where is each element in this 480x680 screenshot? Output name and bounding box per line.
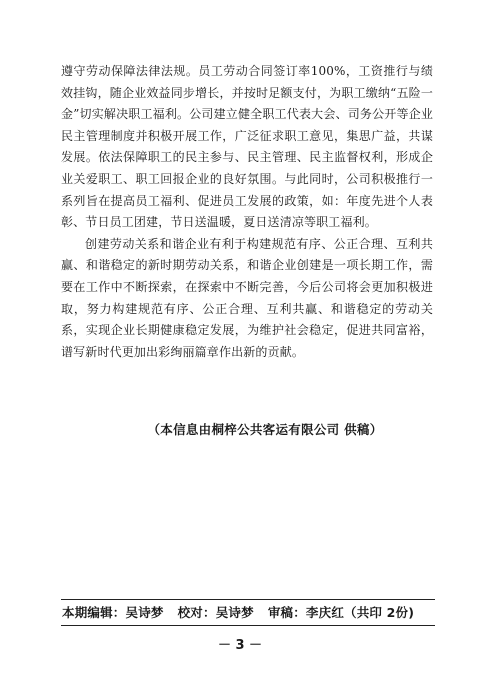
footer-proofreader: 校对：吴诗梦 xyxy=(177,605,254,620)
page-number: － 3 － xyxy=(217,638,263,653)
footer-bottom-rule xyxy=(61,625,435,626)
source-note xyxy=(0,420,480,438)
paragraph-conclusion: 创建劳动关系和谐企业有利于构建规范有序、公正合理、互利共赢、和谐稳定的新时期劳动关系，和谐企业创建是一项长期工作，需要在工作中不断探索，在探索中不断完善，今后公司将会更加积极进取，努力构建规范有序、公正合理、互利共赢、和谐稳定的劳动关系，实现企业长期健康稳定发展，为维护社会稳定，促进共同富裕，谱写新时代更加出彩绚丽篇章作出新的贡献。 xyxy=(61,236,433,359)
footer-reviewer: 审稿：李庆红（共印 2份) xyxy=(267,605,415,620)
source-note-text: （本信息由桐梓公共客运有限公司 供稿） xyxy=(147,422,383,437)
article-body xyxy=(61,61,433,363)
footer-top-rule xyxy=(61,599,435,600)
footer-credits xyxy=(62,603,414,621)
footer-editor: 本期编辑：吴诗梦 xyxy=(62,605,164,620)
paragraph-continuation: 遵守劳动保障法律法规。员工劳动合同签订率100%，工资推行与绩效挂钩，随企业效益同步增长，并按时足额支付，为职工缴纳“五险一金”切实解决职工福利。公司建立健全职工代表大会、司务公开等企业民主管理制度并积极开展工作，广泛征求职工意见，集思广益，共谋发展。依法保障职工的民主参与、民主管理、民主监督权利，形成企业关爱职工、职工回报企业的良好氛围。与此同时，公司积极推行一系列旨在提高员工福利、促进员工发展的政策，如：年度先进个人表彰、节日员工团建，节日送温暖，夏日送清凉等职工福利。 xyxy=(61,64,433,230)
